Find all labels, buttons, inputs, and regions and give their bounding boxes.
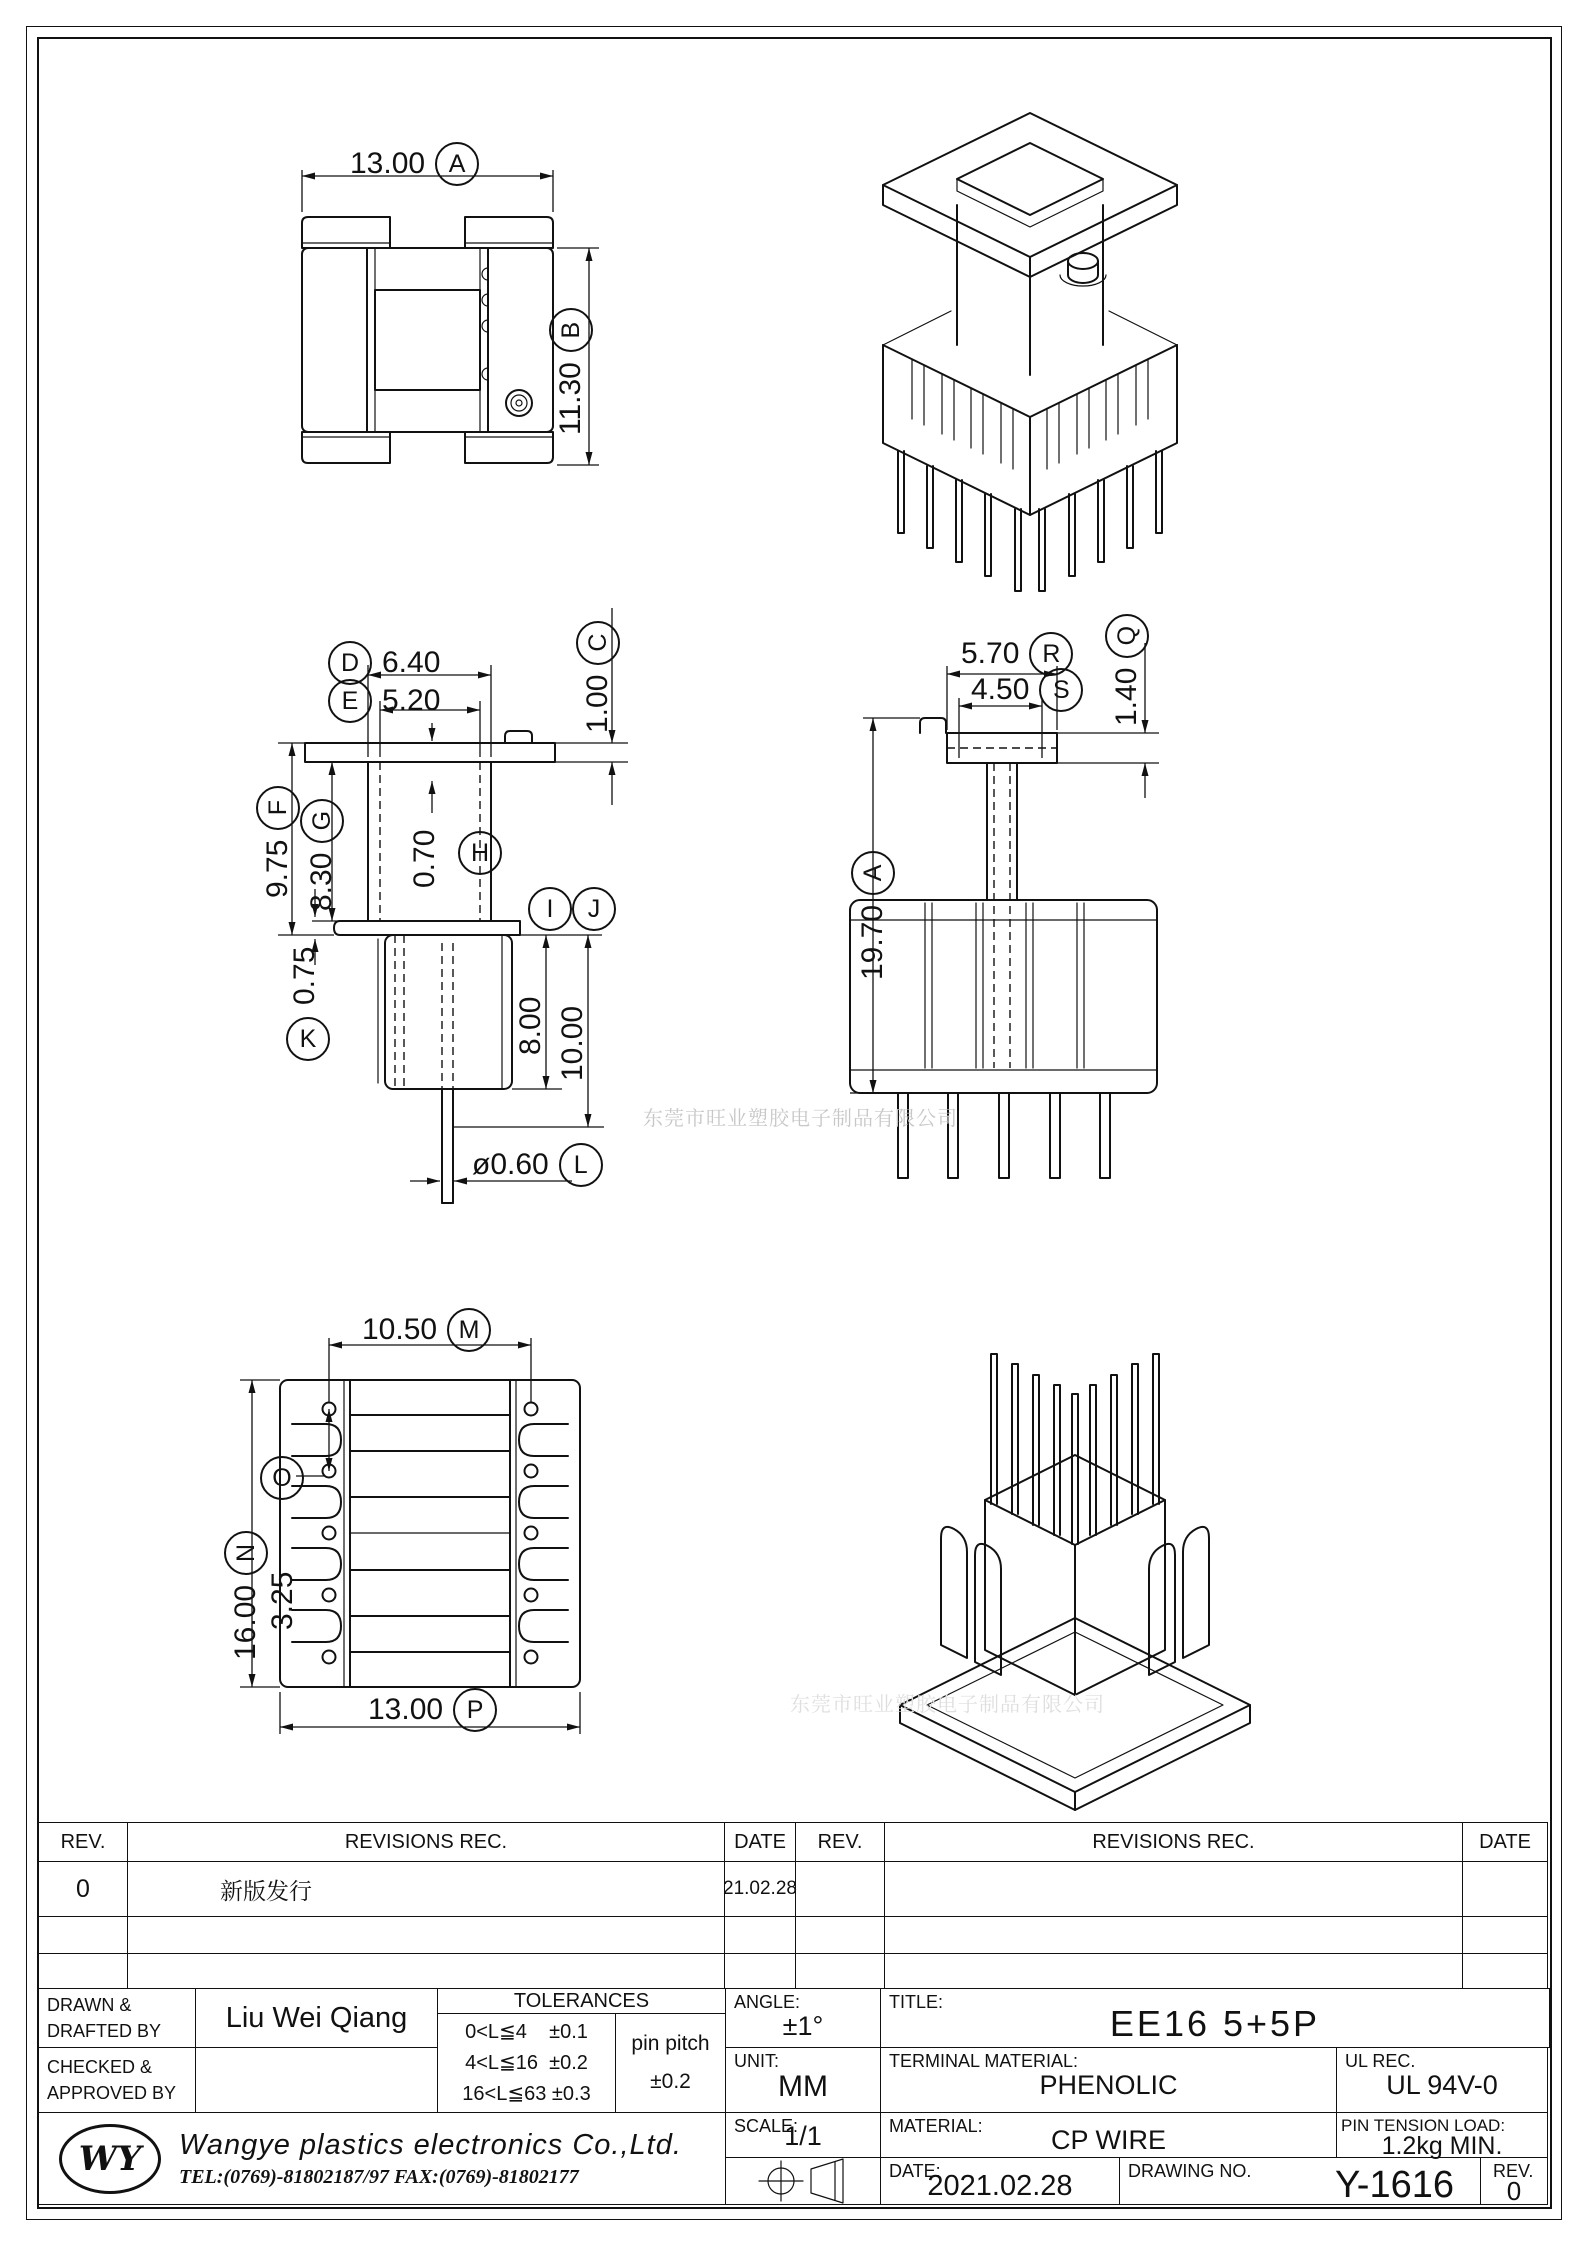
rev-empty-cell	[127, 1916, 725, 1954]
balloon-o: O	[260, 1456, 304, 1500]
rev-date: 21.02.28	[724, 1861, 796, 1917]
tolerances-header: TOLERANCES	[437, 1988, 726, 2014]
unit-cell	[725, 2047, 881, 2113]
dim-tube-inner-value: 5.20	[382, 684, 441, 717]
date-col-header: DATE	[1462, 1822, 1548, 1862]
balloon-k: K	[286, 1017, 330, 1061]
company-telfax: TEL:(0769)-81802187/97 FAX:(0769)-81802177	[179, 2165, 579, 2188]
terminal-material-cell	[880, 2047, 1337, 2113]
ul-rec-label: UL REC.	[1345, 2051, 1416, 2071]
rev-number: 0	[38, 1861, 128, 1917]
balloon-s: S	[1039, 668, 1083, 712]
dim-flange-thickness-value: 1.00	[581, 674, 614, 733]
title-cell	[880, 1988, 1550, 2048]
dim-tube-outer-value: 6.40	[382, 646, 441, 679]
rev-empty-cell	[884, 1916, 1463, 1954]
drawn-by-label-line1: DRAWN &	[47, 1994, 132, 2015]
rev-empty-cell	[38, 1916, 128, 1954]
rev-empty-cell	[1462, 1916, 1548, 1954]
checked-by-value	[195, 2047, 438, 2113]
projection-symbol-cell	[725, 2157, 881, 2205]
ul-rec-cell	[1336, 2047, 1548, 2113]
balloon-n: N	[224, 1531, 268, 1575]
rev-empty-cell	[127, 1953, 725, 1989]
scale-label: SCALE:	[734, 2116, 799, 2136]
balloon-i: I	[528, 887, 572, 931]
date-label: DATE:	[889, 2161, 941, 2181]
rev-empty-cell	[38, 1953, 128, 1989]
balloon-d: D	[328, 641, 372, 685]
dim-flange-step-value: 1.40	[1110, 667, 1143, 726]
dim-body-height-value: 9.75	[261, 839, 294, 898]
dim-flange-depth-value: 5.70	[961, 637, 1020, 670]
dim-flange-step	[1105, 614, 1149, 726]
rev-cell	[1480, 2157, 1548, 2205]
dim-top-width-value: 13.00	[350, 147, 426, 180]
angle-label: ANGLE:	[734, 1992, 801, 2012]
dim-pin-diameter	[472, 1143, 603, 1187]
dim-flange-thickness	[576, 621, 620, 733]
scale-cell	[725, 2112, 881, 2158]
dim-pin-row-span-value: 10.50	[362, 1313, 438, 1346]
checked-by-label	[38, 2047, 196, 2113]
company-watermark-2: 东莞市旺业塑胶电子制品有限公司	[790, 1694, 1105, 1716]
dim-base-length-value: 16.00	[229, 1584, 262, 1660]
pin-tension-label: PIN TENSION LOAD:	[1341, 2116, 1506, 2135]
scale-value: 1/1	[784, 2121, 822, 2151]
balloon-m: M	[447, 1308, 491, 1352]
dim-base-length	[224, 1531, 268, 1660]
rev-description: 新版发行	[127, 1861, 725, 1917]
ul-rec-value: UL 94V-0	[1386, 2070, 1498, 2100]
balloon-p: P	[453, 1688, 497, 1732]
dim-base-thickness	[288, 947, 322, 1005]
dim-wall-thickness-value: 0.70	[408, 829, 441, 888]
drawn-by-label	[38, 1988, 196, 2048]
rev-empty-cell	[884, 1861, 1463, 1917]
dim-top-height-value: 11.30	[554, 362, 587, 435]
front-view	[180, 553, 680, 1268]
dim-base-width-value: 13.00	[368, 1693, 444, 1726]
balloon-a2: A	[851, 851, 895, 895]
checked-by-label-line1: CHECKED &	[47, 2056, 153, 2077]
balloon-g: G	[300, 799, 344, 843]
balloon-q: Q	[1105, 614, 1149, 658]
angle-value: ±1°	[782, 2011, 824, 2041]
dim-base-width	[368, 1688, 497, 1732]
dim-overall-pin-height	[556, 1006, 590, 1081]
balloon-h: H	[458, 831, 502, 875]
date-value: 2021.02.28	[927, 2170, 1073, 2202]
title-label: TITLE:	[889, 1992, 944, 2012]
balloon-j: J	[572, 887, 616, 931]
tolerance-row-2: 4<L≦16 ±0.2	[465, 2051, 588, 2074]
dim-pin-pitch-value: 3.25	[266, 1571, 299, 1630]
dim-top-width	[350, 142, 479, 186]
dim-top-height	[549, 308, 593, 435]
dim-overall-pin-height-value: 10.00	[556, 1005, 589, 1081]
dim-pin-pitch	[266, 1572, 300, 1630]
dim-tube-inner	[328, 679, 440, 723]
company-watermark: 东莞市旺业塑胶电子制品有限公司	[643, 1108, 958, 1130]
revisions-col-header: REVISIONS REC.	[884, 1822, 1463, 1862]
date-cell	[880, 2157, 1120, 2205]
material-label: MATERIAL:	[889, 2116, 983, 2136]
pin-pitch-value: ±0.2	[650, 2070, 691, 2093]
material-cell	[880, 2112, 1337, 2158]
dim-overall-height-value: 19.70	[856, 904, 889, 980]
dim-window-height	[300, 799, 344, 911]
drawn-by-value: Liu Wei Qiang	[195, 1988, 438, 2048]
isometric-bottom-view	[795, 1170, 1355, 1820]
drawing-no-cell	[1119, 2157, 1481, 2205]
balloon-f: F	[256, 786, 300, 830]
pin-tension-cell	[1336, 2112, 1548, 2158]
rev-label: REV.	[1493, 2161, 1534, 2181]
rev-empty-cell	[1462, 1861, 1548, 1917]
tolerances-values	[437, 2013, 616, 2113]
dim-pin-row-span	[362, 1308, 491, 1352]
balloon-b: B	[549, 308, 593, 352]
balloon-a: A	[435, 142, 479, 186]
dim-housing-height	[514, 997, 548, 1055]
balloon-r: R	[1029, 632, 1073, 676]
dim-window-depth	[971, 668, 1083, 712]
projection-angle-icon	[751, 2157, 855, 2205]
terminal-material-label: TERMINAL MATERIAL:	[889, 2051, 1079, 2071]
pin-pitch-label: pin pitch	[631, 2032, 710, 2056]
angle-cell	[725, 1988, 881, 2048]
company-logo: WY	[59, 2124, 161, 2194]
drawing-no-label: DRAWING NO.	[1128, 2161, 1252, 2181]
side-view	[775, 548, 1245, 1268]
rev-empty-cell	[1462, 1953, 1548, 1989]
tolerance-row-3: 16<L≦63 ±0.3	[462, 2082, 591, 2105]
title-value: EE16 5+5P	[1109, 2003, 1321, 2044]
rev-empty-cell	[724, 1953, 796, 1989]
revisions-col-header: REVISIONS REC.	[127, 1822, 725, 1862]
rev-empty-cell	[795, 1916, 885, 1954]
dim-wall-thickness	[408, 830, 442, 888]
material-value: CP WIRE	[1050, 2125, 1166, 2155]
balloon-c: C	[576, 621, 620, 665]
pin-pitch-cell	[615, 2013, 726, 2113]
date-col-header: DATE	[724, 1822, 796, 1862]
company-name: Wangye plastics electronics Co.,Ltd.	[179, 2128, 682, 2161]
pin-tension-value: 1.2kg MIN.	[1381, 2132, 1503, 2160]
balloon-l: L	[559, 1143, 603, 1187]
rev-col-header: REV.	[38, 1822, 128, 1862]
dim-window-depth-value: 4.50	[971, 673, 1030, 706]
top-view	[255, 140, 600, 565]
isometric-bottom-linework	[795, 1170, 1355, 1820]
rev-empty-cell	[884, 1953, 1463, 1989]
rev-col-header: REV.	[795, 1822, 885, 1862]
drawn-by-label-line2: DRAFTED BY	[47, 2021, 162, 2041]
dim-window-height-value: 8.30	[305, 852, 338, 911]
checked-by-label-line2: APPROVED BY	[47, 2083, 177, 2103]
terminal-material-value: PHENOLIC	[1039, 2070, 1178, 2100]
bottom-view	[200, 1300, 630, 1775]
rev-empty-cell	[795, 1953, 885, 1989]
rev-value: 0	[1506, 2176, 1522, 2206]
dim-base-thickness-value: 0.75	[288, 946, 321, 1005]
dim-overall-height	[851, 851, 895, 980]
dim-housing-height-value: 8.00	[514, 996, 547, 1055]
unit-value: MM	[778, 2070, 828, 2103]
company-strip	[38, 2112, 726, 2205]
dim-pin-diameter-value: ø0.60	[472, 1148, 549, 1181]
balloon-e: E	[328, 679, 372, 723]
rev-empty-cell	[795, 1861, 885, 1917]
tolerance-row-1: 0<L≦4 ±0.1	[465, 2020, 588, 2043]
dim-body-height	[256, 786, 300, 898]
unit-label: UNIT:	[734, 2051, 779, 2071]
drawing-no-value: Y-1616	[1334, 2164, 1454, 2206]
rev-empty-cell	[724, 1916, 796, 1954]
